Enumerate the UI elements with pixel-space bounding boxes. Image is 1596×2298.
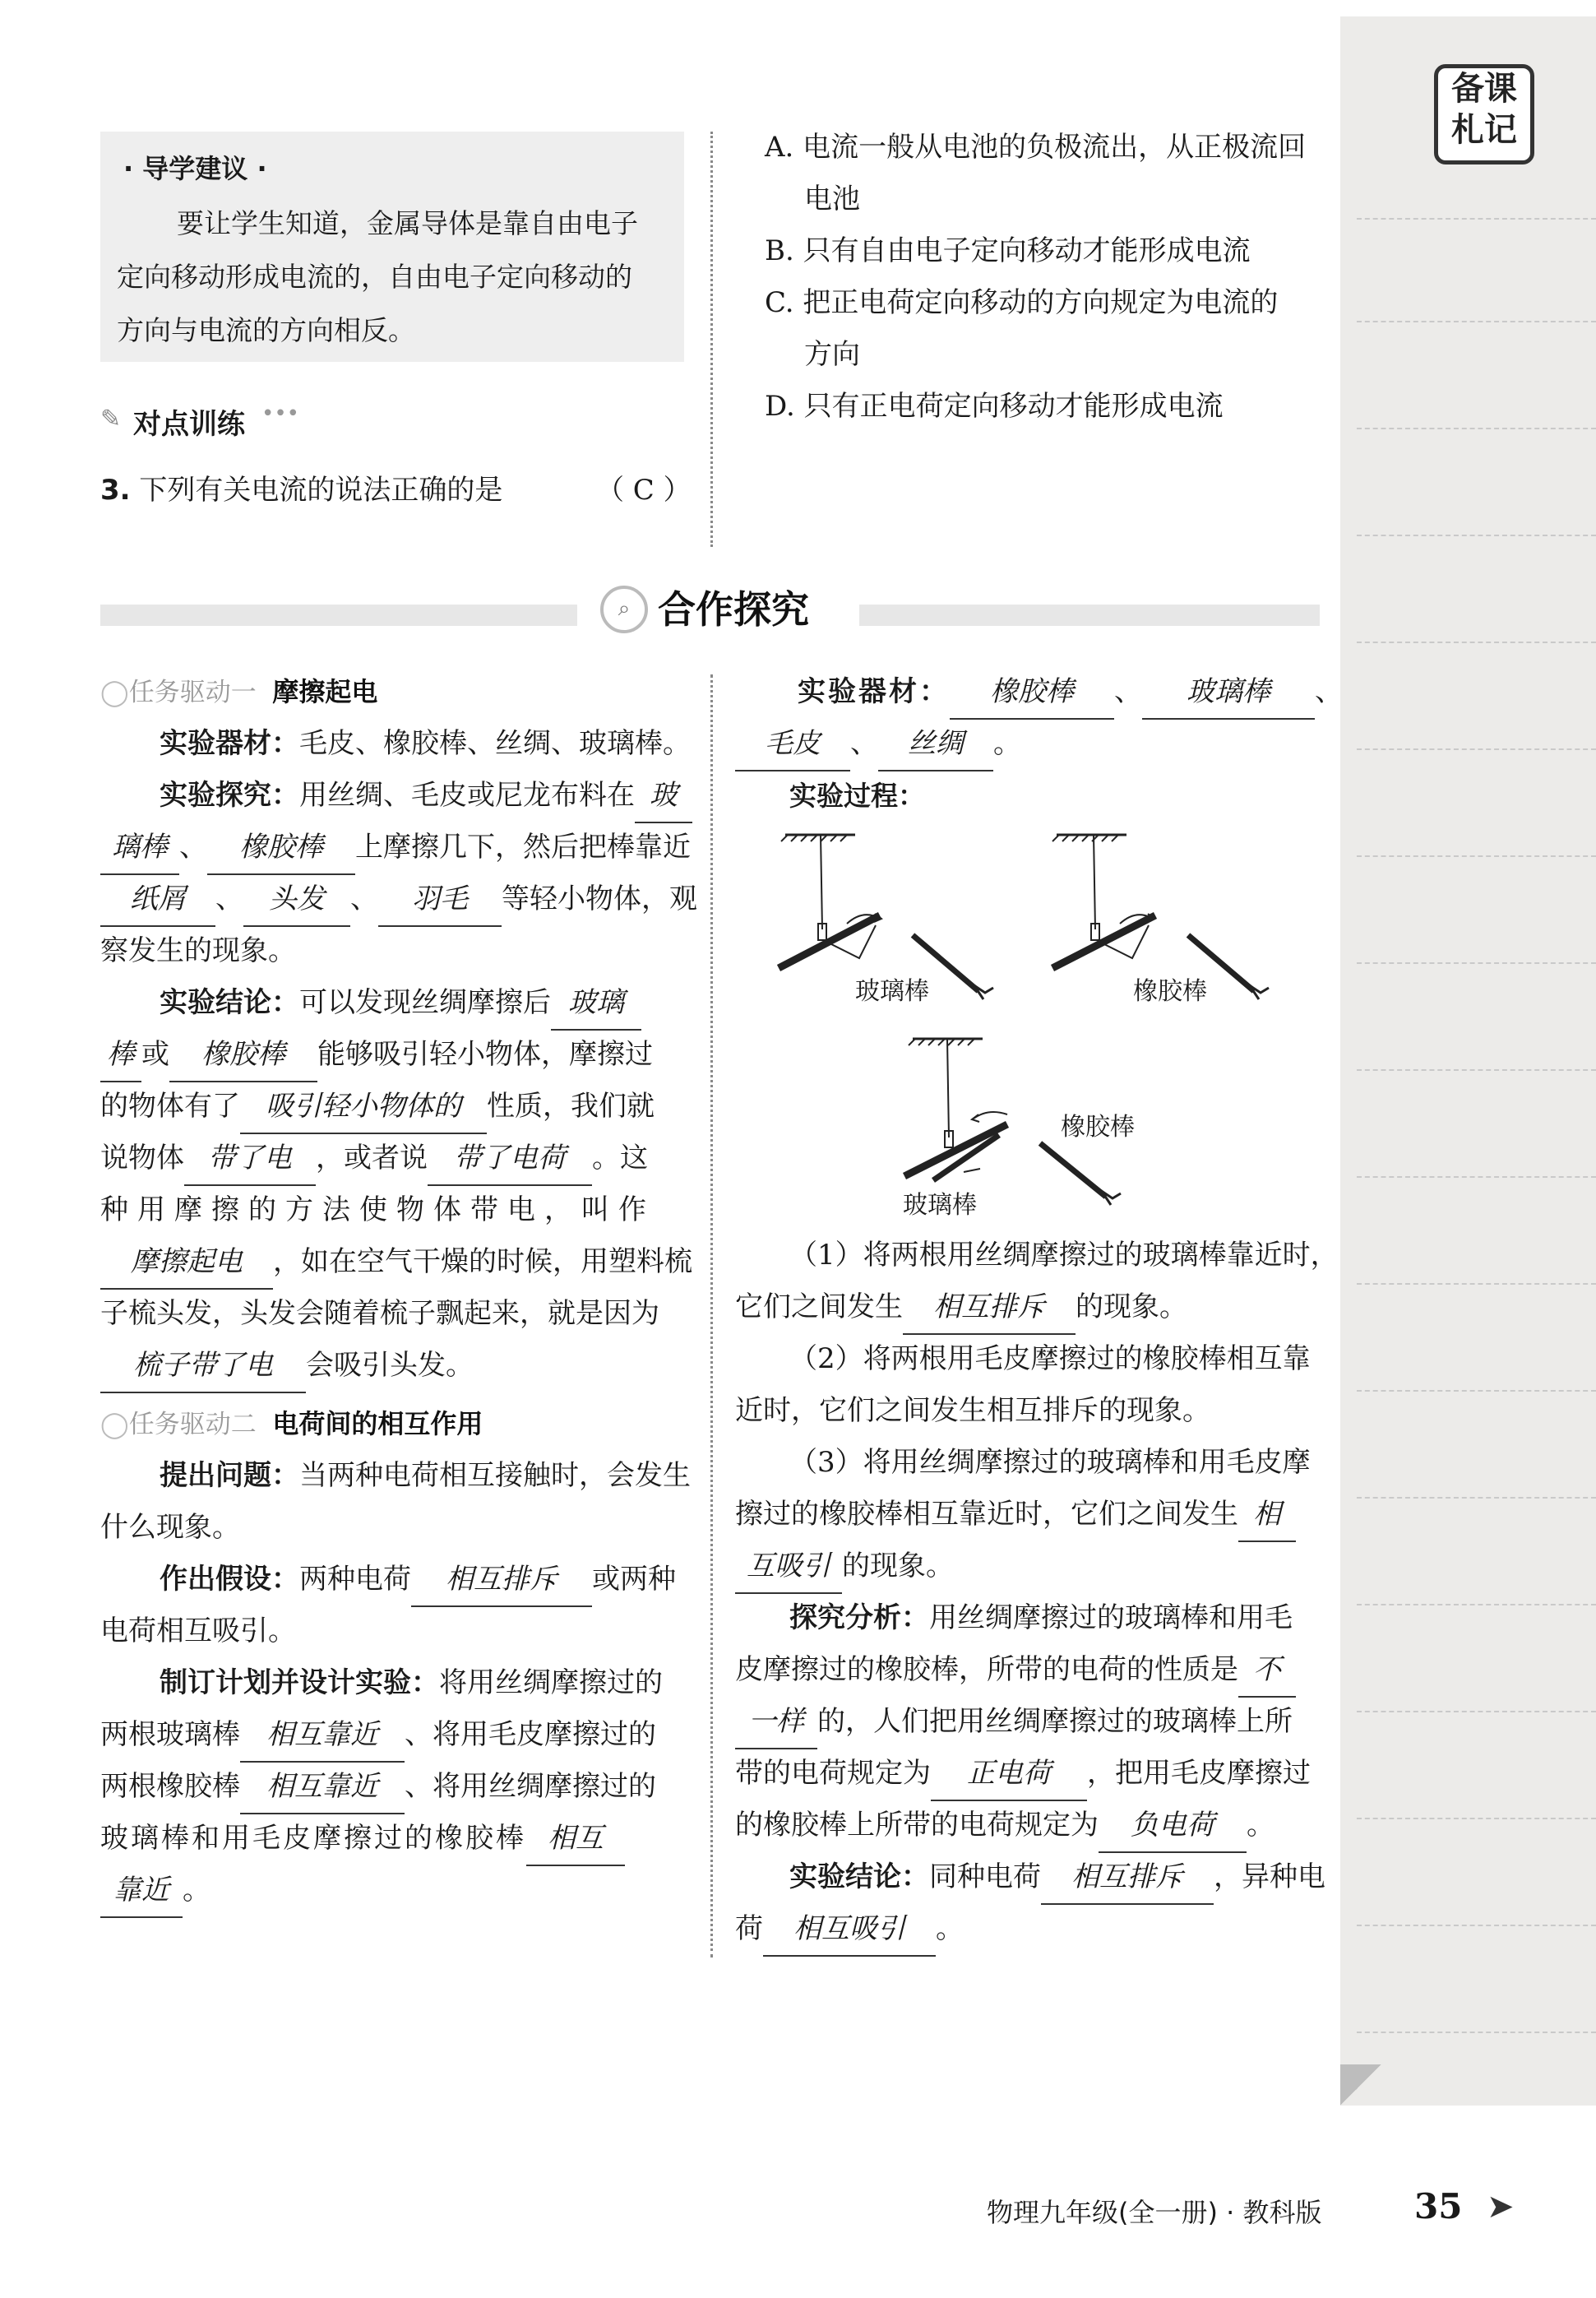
left-con-line2: 棒 或 橡胶棒 能够吸引轻小物体，摩擦过 bbox=[100, 1029, 653, 1082]
right-conclusion-line1: 实验结论：同种电荷 相互排斥 ，异种电 bbox=[789, 1851, 1325, 1905]
left-plan-line2: 两根玻璃棒 相互靠近 、将用毛皮摩擦过的 bbox=[100, 1709, 656, 1763]
left-con-line8: 梳子带了电 会吸引头发。 bbox=[100, 1340, 474, 1393]
arrow-icon: ➤ bbox=[1487, 2188, 1515, 2226]
left-con-line1: 实验结论：可以发现丝绸摩擦后 玻璃 bbox=[160, 977, 641, 1031]
notes-line bbox=[1357, 1818, 1596, 1819]
notes-line bbox=[1357, 1497, 1596, 1499]
left-con-line7: 子梳头发，头发会随着梳子飘起来，就是因为 bbox=[100, 1297, 659, 1330]
option-d: D. 只有正电荷定向移动才能形成电流 bbox=[765, 390, 1224, 423]
option-c-line2: 方向 bbox=[804, 338, 860, 371]
notes-line bbox=[1357, 1604, 1596, 1605]
left-question-line2: 什么现象。 bbox=[100, 1511, 240, 1544]
right-step2-line2: 近时，它们之间发生相互排斥的现象。 bbox=[735, 1394, 1210, 1427]
banner-bar-right bbox=[859, 605, 1320, 626]
right-step1-line2: 它们之间发生 相互排斥 的现象。 bbox=[735, 1281, 1187, 1335]
guide-line-2: 定向移动形成电流的，自由电子定向移动的 bbox=[117, 261, 632, 293]
pencil-icon: ✎ bbox=[100, 405, 122, 433]
column-divider-main bbox=[710, 674, 713, 1957]
practice-heading: 对点训练 bbox=[133, 408, 245, 441]
magnifier-icon: ⌕ bbox=[600, 586, 648, 633]
notes-line bbox=[1357, 1176, 1596, 1178]
badge-line1: 备课 bbox=[1451, 70, 1517, 108]
notes-line bbox=[1357, 1283, 1596, 1285]
right-analysis-line4: 带的电荷规定为 正电荷 ，把用毛皮摩擦过 bbox=[735, 1748, 1311, 1801]
task2-header: ◯任务驱动二 电荷间的相互作用 bbox=[100, 1408, 483, 1439]
option-c-line1: C. 把正电荷定向移动的方向规定为电流的 bbox=[765, 286, 1279, 319]
figure-2-label: 橡胶棒 bbox=[1133, 977, 1207, 1006]
left-exp-line2: 璃棒 、 橡胶棒 上摩擦几下，然后把棒靠近 bbox=[100, 822, 691, 875]
page-fold-corner bbox=[1340, 2064, 1381, 2106]
notes-margin bbox=[1340, 16, 1596, 2106]
left-con-line6: 摩擦起电 ，如在空气干燥的时候，用塑料梳 bbox=[100, 1236, 692, 1290]
left-plan-line5: 靠近 。 bbox=[100, 1865, 210, 1918]
guide-line-1: 要让学生知道，金属导体是靠自由电子 bbox=[177, 207, 638, 239]
left-hyp-line2: 电荷相互吸引。 bbox=[100, 1615, 296, 1647]
figure-1-label: 玻璃棒 bbox=[855, 977, 929, 1006]
section-title: 合作探究 bbox=[658, 587, 809, 632]
right-step3-line1: （3）将用丝绸摩擦过的玻璃棒和用毛皮摩 bbox=[789, 1446, 1311, 1479]
guide-heading: · 导学建议 · bbox=[123, 153, 267, 184]
task-tag-icon: ◯ bbox=[100, 678, 129, 707]
notes-line bbox=[1357, 218, 1596, 220]
q3-answer: （ C ） bbox=[596, 474, 692, 507]
right-step3-line2: 擦过的橡胶棒相互靠近时，它们之间发生 相 bbox=[735, 1489, 1296, 1542]
figure-3-label-top: 橡胶棒 bbox=[1061, 1113, 1135, 1142]
guide-line-3: 方向与电流的方向相反。 bbox=[117, 314, 415, 346]
column-divider-top bbox=[710, 132, 713, 547]
left-exp-line3: 纸屑 、 头发 、 羽毛 等轻小物体，观 bbox=[100, 873, 697, 927]
task1-header: ◯任务驱动一 摩擦起电 bbox=[100, 676, 378, 707]
q3-number: 3. bbox=[100, 474, 131, 507]
page-number: 35 bbox=[1414, 2186, 1463, 2226]
notes-line bbox=[1357, 535, 1596, 536]
notes-line bbox=[1357, 1069, 1596, 1071]
right-materials-line1: 实验器材： 橡胶棒 、 玻璃棒 、 bbox=[798, 666, 1343, 720]
notes-line bbox=[1357, 1390, 1596, 1392]
right-materials-line2: 毛皮 、 丝绸 。 bbox=[735, 718, 1021, 771]
option-a-line2: 电池 bbox=[804, 183, 860, 215]
notes-line bbox=[1357, 642, 1596, 643]
option-a-line1: A. 电流一般从电池的负极流出，从正极流回 bbox=[765, 131, 1307, 164]
right-step3-line3: 互吸引 的现象。 bbox=[735, 1540, 954, 1594]
right-analysis-line1: 探究分析：用丝绸摩擦过的玻璃棒和用毛 bbox=[789, 1601, 1293, 1634]
right-step2-line1: （2）将两根用毛皮摩擦过的橡胶棒相互靠 bbox=[789, 1342, 1311, 1375]
left-exp-line4: 察发生的现象。 bbox=[100, 934, 296, 967]
left-hyp-line1: 作出假设：两种电荷 相互排斥 或两种 bbox=[160, 1554, 676, 1607]
left-plan-line3: 两根橡胶棒 相互靠近 、将用丝绸摩擦过的 bbox=[100, 1761, 656, 1814]
notes-line bbox=[1357, 321, 1596, 322]
notes-line bbox=[1357, 1925, 1596, 1926]
notes-line bbox=[1357, 428, 1596, 429]
left-con-line4: 说物体 带了电 ，或者说 带了电荷 。这 bbox=[100, 1133, 648, 1186]
right-process-label: 实验过程： bbox=[789, 780, 925, 812]
notes-line bbox=[1357, 2032, 1596, 2033]
notes-line bbox=[1357, 962, 1596, 964]
badge-line2: 札记 bbox=[1451, 111, 1517, 149]
dots-icon: ••• bbox=[261, 401, 300, 426]
left-con-line5: 种用摩擦的方法使物体带电，叫作 bbox=[100, 1193, 655, 1226]
right-analysis-line2: 皮摩擦过的橡胶棒，所带的电荷的性质是 不 bbox=[735, 1644, 1296, 1698]
option-b: B. 只有自由电子定向移动才能形成电流 bbox=[765, 234, 1251, 267]
notes-line bbox=[1357, 1711, 1596, 1712]
left-plan-line4: 玻璃棒和用毛皮摩擦过的橡胶棒 相互 bbox=[100, 1813, 625, 1866]
left-con-line3: 的物体有了 吸引轻小物体的 性质，我们就 bbox=[100, 1081, 655, 1134]
left-materials: 实验器材：毛皮、橡胶棒、丝绸、玻璃棒。 bbox=[160, 727, 691, 760]
q3-stem: 3. 下列有关电流的说法正确的是 bbox=[100, 474, 503, 507]
right-conclusion-line2: 荷 相互吸引 。 bbox=[735, 1903, 964, 1957]
figure-3-label-bottom: 玻璃棒 bbox=[903, 1191, 977, 1220]
notes-badge bbox=[1434, 64, 1534, 164]
left-question-line1: 提出问题：当两种电荷相互接触时，会发生 bbox=[160, 1459, 691, 1492]
right-step1-line1: （1）将两根用丝绸摩擦过的玻璃棒靠近时， bbox=[789, 1239, 1339, 1272]
left-plan-line1: 制订计划并设计实验：将用丝绸摩擦过的 bbox=[160, 1666, 663, 1699]
task-tag-icon: ◯ bbox=[100, 1410, 129, 1439]
left-exp-line1: 实验探究：用丝绸、毛皮或尼龙布料在 玻 bbox=[160, 770, 692, 823]
right-analysis-line3: 一样 的，人们把用丝绸摩擦过的玻璃棒上所 bbox=[735, 1696, 1293, 1749]
notes-line bbox=[1357, 855, 1596, 857]
footer-book-title: 物理九年级(全一册) · 教科版 bbox=[987, 2197, 1322, 2228]
banner-bar-left bbox=[100, 605, 577, 626]
notes-line bbox=[1357, 748, 1596, 750]
experiment-figure bbox=[773, 827, 1299, 1221]
right-analysis-line5: 的橡胶棒上所带的电荷规定为 负电荷 。 bbox=[735, 1800, 1274, 1853]
